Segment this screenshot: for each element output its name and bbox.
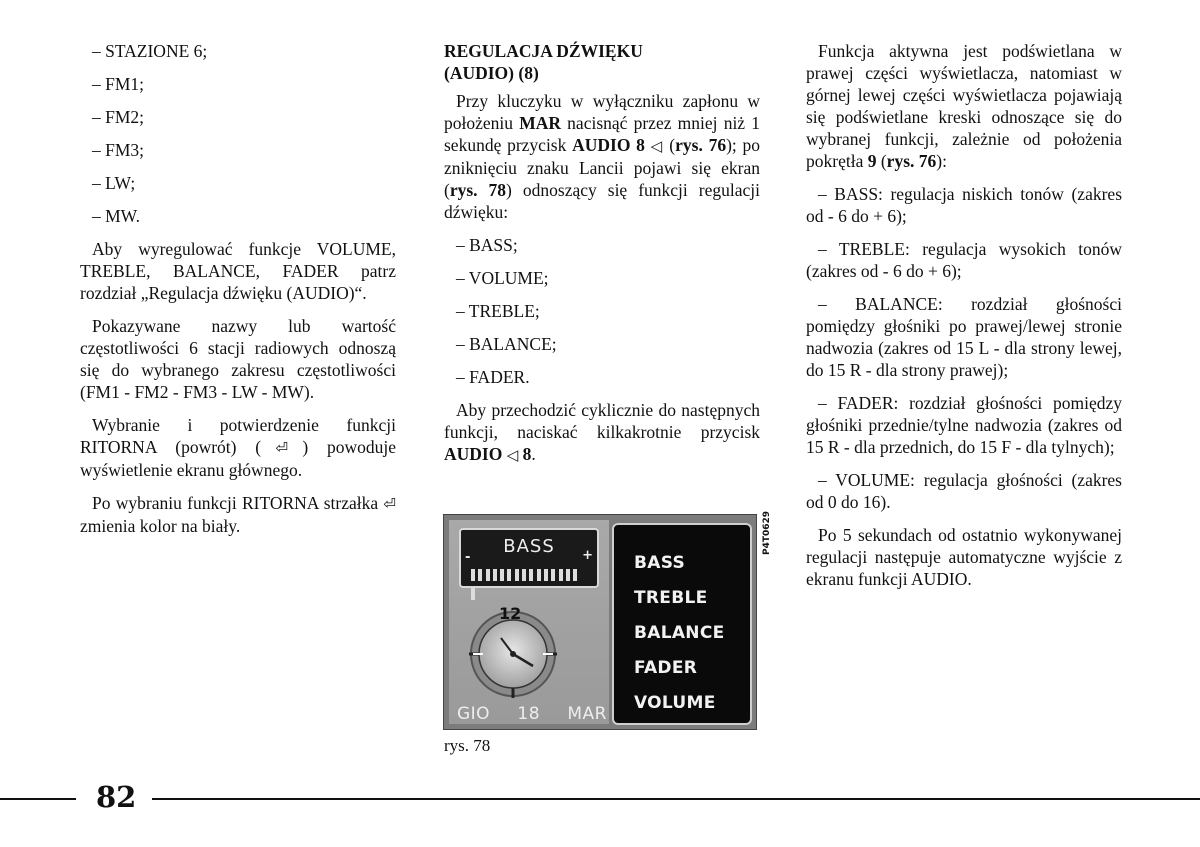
list-item: – LW; — [92, 173, 136, 193]
menu-item-fader: FADER — [634, 658, 698, 678]
bass-level-segment — [471, 569, 475, 581]
list-item: – FM2; — [92, 107, 145, 127]
plus-sign: + — [582, 548, 593, 563]
column-3 — [806, 40, 1122, 601]
list-item: – VOLUME; — [456, 268, 549, 288]
paragraph-audio-intro: Przy kluczyku w wyłączniku zapłonu w położeniu MAR nacisnąć przez mniej niż 1 sekundę przycisk AUDIO 8 ◁ (rys. 76); po zniknięciu znaku Lancii pojawi się ekran (rys. 78) odnoszący się funkcji regulacji dźwięku: — [444, 91, 761, 222]
date-number: 18 — [517, 704, 541, 724]
list-item: – TREBLE; — [456, 301, 540, 321]
display-left-panel — [449, 520, 609, 724]
bass-level-segment — [515, 569, 519, 581]
bass-level-segment — [529, 569, 533, 581]
page-number: 82 — [96, 780, 137, 814]
list-item: – FADER: rozdział głośności pomiędzy głośniki przednie/tylne nadwozia (zakres od 15 R - dla przednich, do 15 F - dla tylnych); — [806, 393, 1122, 457]
bass-level-segment — [493, 569, 497, 581]
menu-item-balance: BALANCE — [634, 623, 725, 643]
list-item: – TREBLE: regulacja wysokich tonów (zakres od - 6 do + 6); — [806, 239, 1122, 281]
audio-display-figure — [443, 514, 757, 730]
paragraph-auto-exit: Po 5 sekundach od ostatnio wykonywanej regulacji następuje automatyczne wyjście z ekranu funkcji AUDIO. — [806, 525, 1122, 589]
bass-level-segment — [478, 569, 482, 581]
bass-level-bars — [471, 566, 587, 578]
bass-label: BASS — [503, 536, 555, 557]
menu-item-bass: BASS — [634, 553, 686, 573]
footer-rule-left — [0, 798, 76, 800]
date-month: MAR — [567, 704, 607, 724]
paragraph-ritorna-arrow: Po wybraniu funkcji RITORNA strzałka ⏎ zmienia kolor na biały. — [80, 493, 396, 536]
date-day: GIO — [457, 704, 491, 724]
paragraph-ritorna: Wybranie i potwierdzenie funkcji RITORNA (powrót) (⏎) powoduje wyświetlenie ekranu głównego. — [80, 415, 396, 480]
list-item: – BASS: regulacja niskich tonów (zakres od - 6 do + 6); — [806, 184, 1122, 226]
minus-sign: - — [465, 550, 471, 565]
paragraph-active-function: Funkcja aktywna jest podświetlana w prawej części wyświetlacza, natomiast w górnej lewej części wyświetlacza pojawiają się podświetlane kreski odnoszące się do wybranej funkcji, zależnie od położenia pokrętła 9 (rys. 76): — [806, 41, 1122, 171]
paragraph-cycle: Aby przechodzić cyklicznie do następnych funkcji, naciskać kilkakrotnie przycisk AUDIO ◁ 8. — [444, 400, 760, 464]
return-arrow-icon: ⏎ — [383, 495, 396, 513]
list-item: – BALANCE: rozdział głośności pomiędzy głośniki po prawej/lewej stronie nadwozia (zakres od 15 L - dla strony lewej, do 15 R - dla strony prawej); — [806, 294, 1122, 380]
footer-rule-right — [152, 798, 1200, 800]
column-2 — [444, 40, 760, 477]
audio-button-icon: ◁ — [506, 446, 519, 464]
figure-caption: rys. 78 — [444, 736, 491, 755]
list-item: – FM1; — [92, 74, 145, 94]
bass-level-segment — [507, 569, 511, 581]
list-item: – MW. — [92, 206, 140, 226]
bass-level-segment — [522, 569, 526, 581]
bass-level-segment — [573, 569, 577, 581]
date-row — [457, 704, 607, 724]
return-arrow-icon: ⏎ — [261, 439, 303, 457]
bass-level-segment — [551, 569, 555, 581]
section-heading: REGULACJA DŹWIĘKU (AUDIO) (8) — [444, 41, 643, 83]
menu-item-volume: VOLUME — [634, 693, 716, 713]
bass-level-segment — [566, 569, 570, 581]
list-item: – BASS; — [456, 235, 518, 255]
bass-level-segment — [486, 569, 490, 581]
paragraph-adjust-functions: Aby wyregulować funkcje VOLUME, TREBLE, BALANCE, FADER patrz rozdział „Regulacja dźwięku (AUDIO)“. — [80, 239, 396, 303]
list-item: – BALANCE; — [456, 334, 557, 354]
bass-level-segment — [537, 569, 541, 581]
paragraph-station-names: Pokazywane nazwy lub wartość częstotliwości 6 stacji radiowych odnoszą się do wybranego zakresu częstotliwości (FM1 - FM2 - FM3 - LW - MW). — [80, 316, 396, 402]
list-item: – STAZIONE 6; — [92, 41, 208, 61]
figure-code: P4T0629 — [762, 510, 773, 556]
display-menu-panel — [612, 523, 752, 725]
bass-level-segment — [544, 569, 548, 581]
menu-item-treble: TREBLE — [634, 588, 708, 608]
list-item: – VOLUME: regulacja głośności (zakres od 0 do 16). — [806, 470, 1122, 512]
bass-level-segment — [559, 569, 563, 581]
bass-level-box — [459, 528, 599, 588]
bass-level-segment — [471, 588, 475, 600]
audio-button-icon: ◁ — [650, 137, 664, 155]
list-item: – FM3; — [92, 140, 145, 160]
column-1 — [80, 40, 396, 548]
clock-twelve-label: 12 — [499, 604, 522, 623]
bass-level-segment — [500, 569, 504, 581]
list-item: – FADER. — [456, 367, 530, 387]
